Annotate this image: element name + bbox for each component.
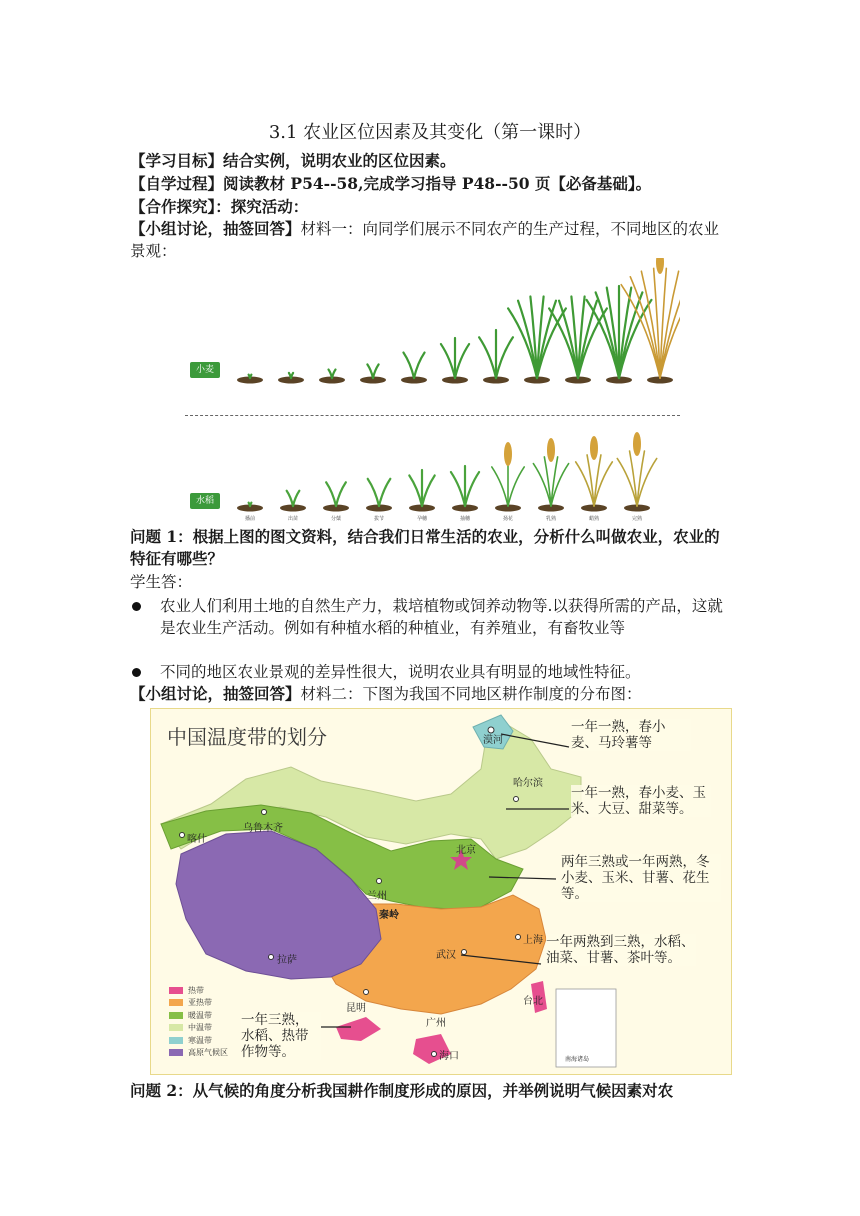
plant-leaf — [496, 337, 513, 378]
self-study-text: 阅读教材 P54--58,完成学习指导 P48--50 页【必备基础】。 — [223, 174, 652, 193]
page-title: 3.1 农业区位因素及其变化（第一课时） — [268, 122, 592, 143]
legend-label: 热带 — [188, 985, 204, 995]
rice-stage-label: 分蘖 — [330, 516, 341, 522]
cooperation-label: 【合作探究】 — [130, 197, 216, 216]
legend-label: 暖温带 — [188, 1010, 212, 1020]
material1-text: 材料一：向同学们展示不同农产的生产过程，不同地区的农业景观： — [130, 220, 720, 260]
plant-leaf — [451, 472, 465, 506]
plant-leaf — [551, 457, 558, 506]
bullet-icon — [132, 602, 141, 611]
plant-leaf — [414, 353, 425, 378]
material2-label: 【小组讨论，抽签回答】 — [130, 684, 301, 703]
legend-label: 中温带 — [188, 1023, 212, 1032]
rice-stage-label: 播前 — [244, 516, 255, 522]
plant-leaf — [336, 482, 346, 506]
plant-leaf — [492, 467, 508, 506]
map-note-4: 一年两熟到三熟，水稻、油菜、甘薯、茶叶等。 — [546, 934, 695, 966]
grain-ear — [547, 438, 555, 462]
crop-growth-figure — [180, 258, 680, 523]
plant-leaf — [630, 451, 637, 506]
objective-text: 结合实例，说明农业的区位因素。 — [223, 151, 456, 170]
objective-label: 【学习目标】 — [130, 151, 224, 170]
legend-item — [169, 1034, 228, 1046]
legend-item — [169, 984, 228, 996]
map-note-2: 一年一熟，春小麦、玉米、大豆、甜菜等。 — [571, 785, 711, 817]
wheat-row — [237, 258, 680, 384]
cooperation-line — [130, 196, 730, 218]
question1: 问题 1：根据上图的图文资料，结合我们日常生活的农业，分析什么叫做农业，农业的特征有哪些？ — [130, 527, 720, 568]
plant-leaf — [326, 482, 336, 506]
material2-line — [130, 683, 730, 705]
map-note-1: 一年一熟，春小麦、马玲薯等 — [571, 719, 691, 751]
city-label: 哈尔滨 — [513, 778, 543, 789]
legend-label: 高原气候区 — [188, 1048, 228, 1057]
rice-stage-label: 乳熟 — [545, 516, 556, 522]
rice-row — [237, 432, 657, 512]
grain-ear — [504, 442, 512, 466]
city-label: 兰州 — [367, 891, 387, 902]
cooperation-text: ：探究活动： — [215, 197, 309, 216]
rice-stage-label: 抽穗 — [459, 516, 470, 522]
plant-leaf — [409, 475, 422, 506]
material1-label: 【小组讨论，抽签回答】 — [130, 219, 301, 238]
plant-leaf — [379, 479, 390, 506]
grain-ear — [590, 436, 598, 460]
answer-item-2 — [130, 661, 730, 683]
city-label: 广州 — [426, 1018, 446, 1029]
self-study-line — [130, 173, 730, 195]
plant-leaf — [508, 467, 524, 506]
rice-stage-label: 拔节 — [373, 516, 384, 522]
rice-stage-label: 完熟 — [631, 516, 642, 522]
plant-leaf — [422, 475, 435, 506]
plant-leaf — [287, 491, 293, 506]
plant-leaf — [403, 353, 414, 378]
legend-swatch — [169, 1049, 183, 1056]
legend-item — [169, 1047, 228, 1059]
city-label: 拉萨 — [277, 955, 297, 966]
plant-leaf — [367, 364, 373, 378]
material2-text: 材料二：下图为我国不同地区耕作制度的分布图： — [300, 685, 642, 703]
wheat-tag: 小麦 — [190, 362, 220, 378]
plant-leaf — [455, 344, 469, 378]
plant-leaf — [594, 455, 601, 506]
plant-leaf — [368, 479, 379, 506]
answer-text-2: 不同的地区农业景观的差异性很大，说明农业具有明显的地域性特征。 — [160, 663, 641, 681]
legend-swatch — [169, 1024, 183, 1031]
growth-illustration — [180, 258, 680, 523]
plant-leaf — [637, 451, 644, 506]
city-label: 喀什 — [187, 834, 207, 845]
city-label: 乌鲁木齐 — [243, 823, 283, 834]
objective-line — [130, 150, 730, 172]
legend-item — [169, 1022, 228, 1034]
plant-leaf — [587, 455, 594, 506]
city-label: 台北 — [523, 996, 543, 1007]
self-study-label: 【自学过程】 — [130, 174, 224, 193]
material1-paragraph — [130, 218, 730, 262]
legend-swatch — [169, 1037, 183, 1044]
plant-leaf — [373, 364, 379, 378]
city-label: 海口 — [439, 1051, 459, 1062]
plant-leaf — [250, 503, 251, 506]
bullet-icon — [132, 668, 141, 677]
question2: 问题 2：从气候的角度分析我国耕作制度形成的原因，并举例说明气候因素对农 — [130, 1081, 674, 1100]
legend-swatch — [169, 1012, 183, 1019]
legend-swatch — [169, 987, 183, 994]
city-label: 武汉 — [436, 950, 456, 961]
legend-item — [169, 997, 228, 1009]
legend-label: 亚热带 — [188, 998, 212, 1007]
rice-stage-label: 扬花 — [502, 516, 513, 522]
city-label: 南海诸岛 — [565, 1056, 590, 1063]
legend-label: 寒温带 — [188, 1035, 212, 1045]
city-label: 漠河 — [483, 735, 503, 746]
map-title: 中国温度带的划分 — [167, 725, 327, 749]
legend-swatch — [169, 999, 183, 1006]
city-label: 秦岭 — [379, 910, 399, 921]
map-note-5: 一年三熟，水稻、热带作物等。 — [241, 1012, 321, 1060]
rice-stage-label: 蜡熟 — [588, 516, 599, 522]
plant-leaf — [479, 337, 496, 378]
answer-item-1 — [130, 595, 730, 639]
map-legend — [169, 984, 228, 1059]
grain-ear — [633, 432, 641, 456]
answer-text-1: 农业人们利用土地的自然生产力，栽培植物或饲养动物等.以获得所需的产品，这就是农业生产活动。例如有种植水稻的种植业，有养殖业，有畜牧业等 — [160, 597, 723, 637]
plant-leaf — [293, 491, 299, 506]
plant-leaf — [544, 457, 551, 506]
legend-item — [169, 1009, 228, 1021]
map-note-3: 两年三熟或一年两熟，冬小麦、玉米、甘薯、花生等。 — [561, 854, 721, 902]
city-label: 上海 — [523, 935, 543, 946]
plant-leaf — [465, 472, 479, 506]
zone-tropical — [336, 1017, 381, 1041]
plant-leaf — [250, 375, 251, 378]
plant-leaf — [441, 344, 455, 378]
city-label: 北京 — [456, 845, 476, 856]
rice-stage-label: 孕穗 — [416, 516, 427, 522]
rice-stage-label: 出苗 — [287, 516, 298, 522]
rice-tag: 水稻 — [190, 493, 220, 509]
student-answer-label: 学生答： — [130, 573, 193, 591]
city-label: 昆明 — [346, 1003, 366, 1014]
temperature-zone-map — [150, 708, 732, 1075]
grain-ear — [656, 258, 664, 274]
